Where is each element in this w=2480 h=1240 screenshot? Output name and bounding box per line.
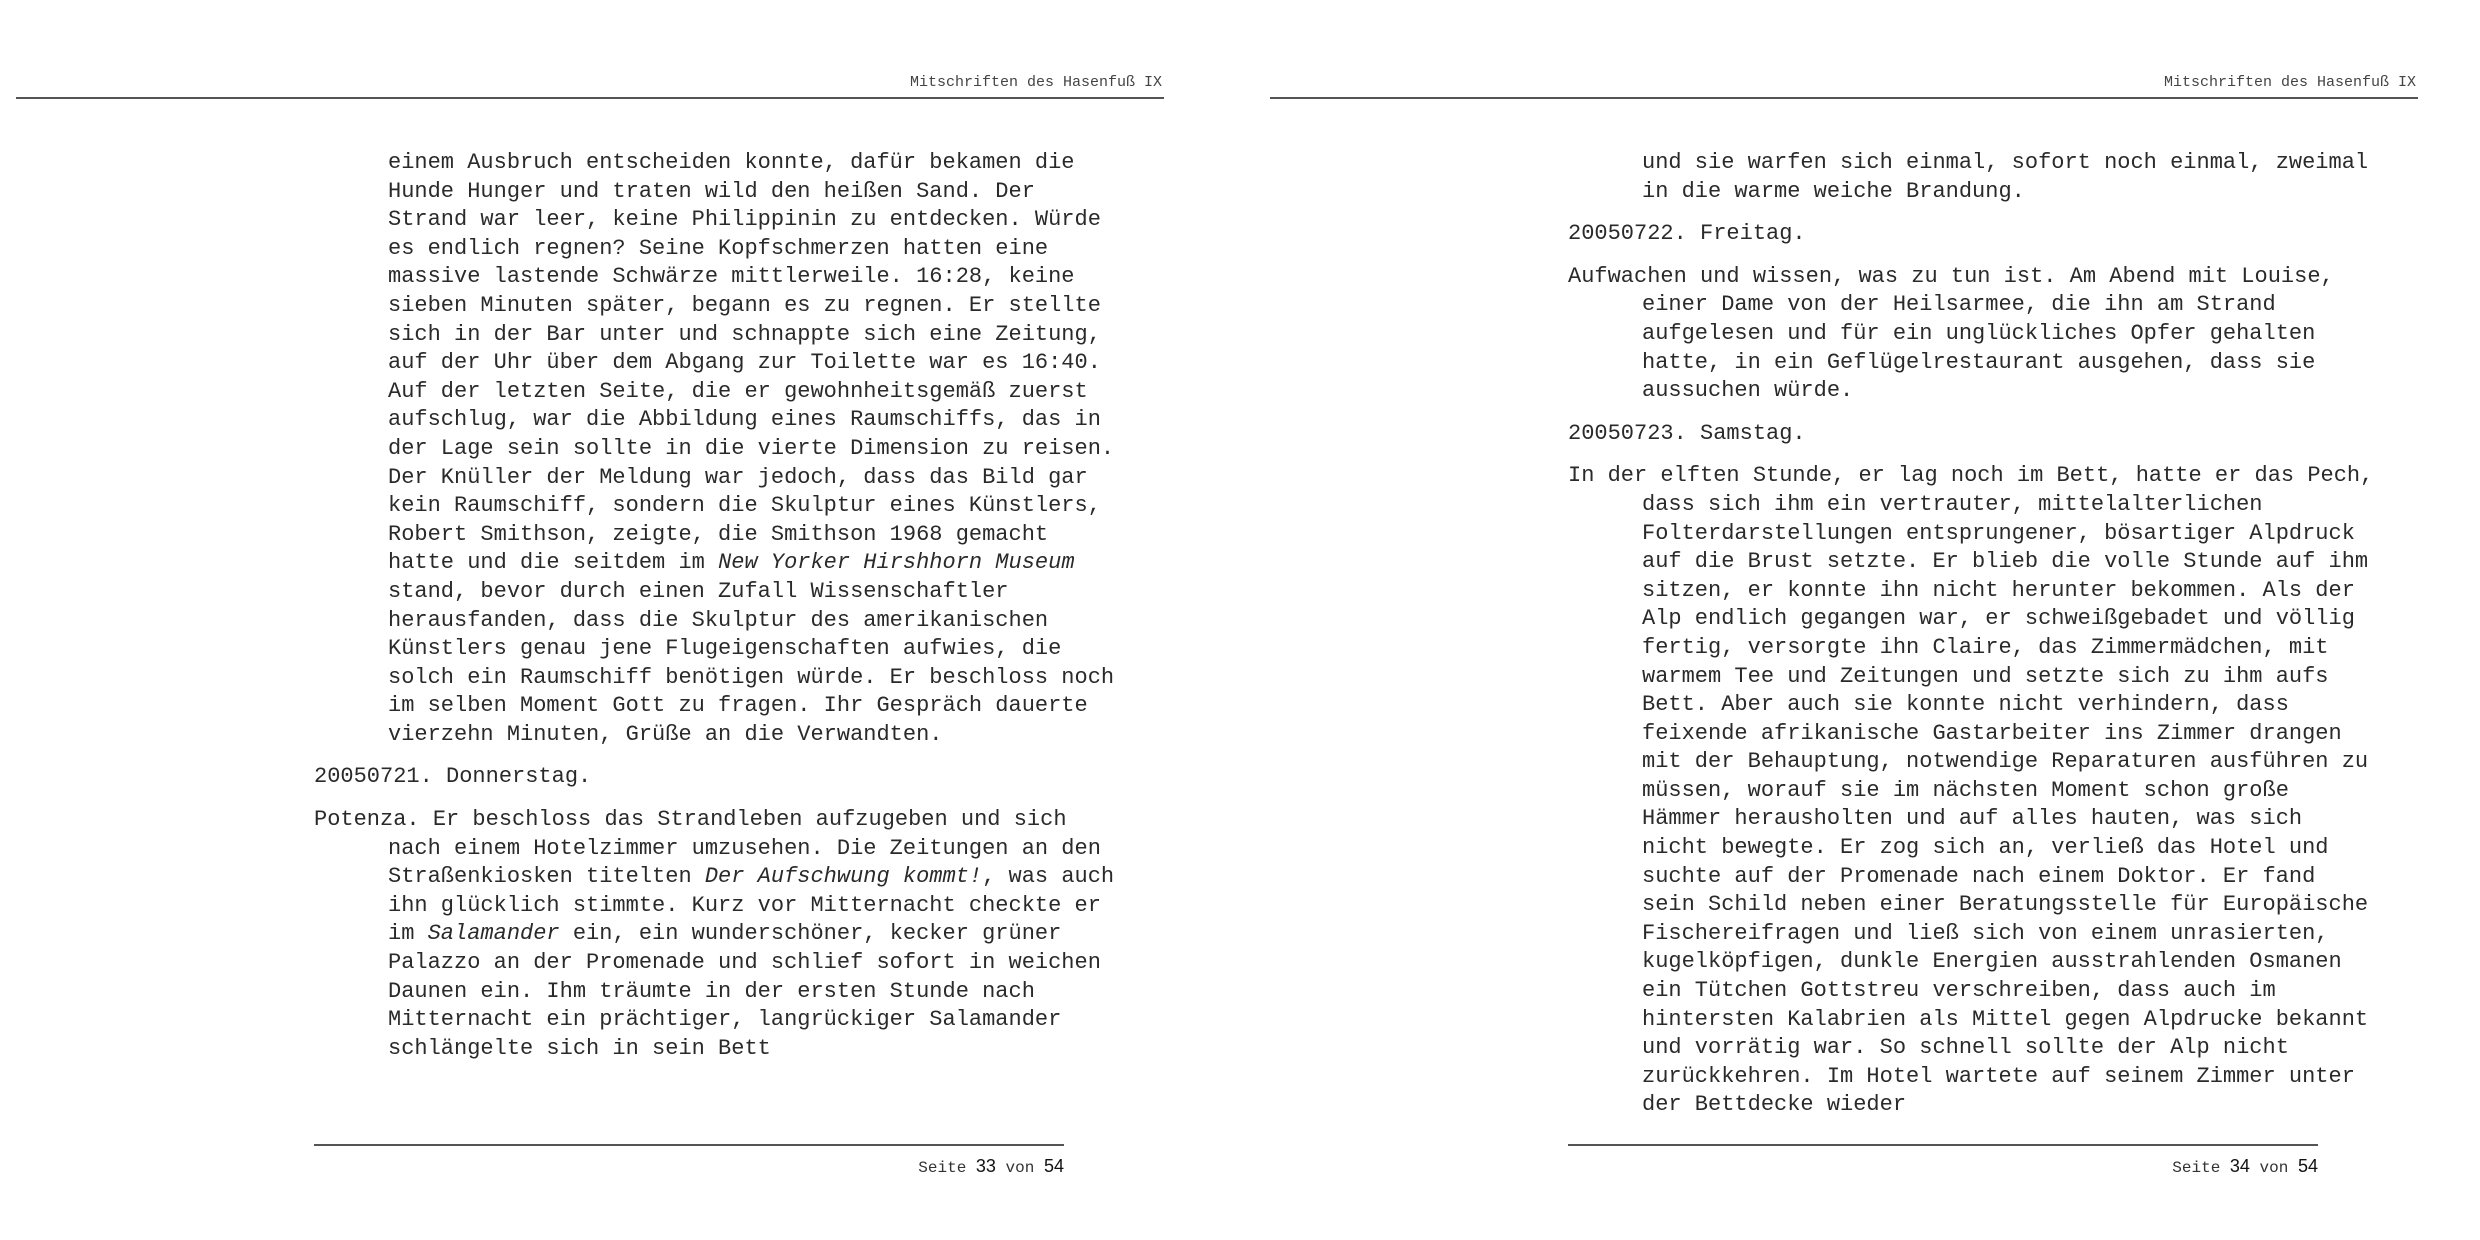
diary-date: 20050721. Donnerstag.: [314, 764, 592, 790]
paragraph: Aufwachen und wissen, was zu tun ist. Am Abend mit Louise, einer Dame von der Heilsarmee, die ihn am Strand aufgelesen und für ein unglückliches Opfer gehalten hatte, in ein Geflügelrestaurant ausgehen, dass sie aussuchen würde.: [1568, 263, 2334, 404]
emphasis-text: Der Aufschwung kommt!: [704, 864, 983, 890]
running-header: Mitschriften des Hasenfuß IX: [909, 74, 1162, 91]
emphasis-text: Salamander: [427, 921, 560, 947]
seite-label: Seite: [918, 1159, 967, 1177]
paragraph-text: stand, bevor durch einen Zufall Wissenschaftler herausfanden, dass die Skulptur des amerikanischen Künstlers genau jene Flugeigenschaften aufwies, die solch ein Raumschiff benötigen würde. Er beschloss noch im selben Moment Gott zu fragen. Ihr Gespräch dauerte vierzehn Minuten, Grüße an die Verwandten.: [388, 578, 1115, 747]
header-rule: [1270, 97, 2418, 99]
page-text: [314, 149, 1124, 1063]
diary-date: 20050722. Freitag.: [1568, 221, 1806, 247]
von-label: von: [2259, 1159, 2289, 1177]
paragraph: und sie warfen sich einmal, sofort noch einmal, zweimal in die warme weiche Brandung.: [1642, 150, 2369, 204]
total-pages: 54: [1043, 1156, 1064, 1176]
paragraph: [314, 806, 1124, 1063]
page-footer: [1568, 1156, 2318, 1177]
page-number: 33: [975, 1156, 996, 1176]
header-rule: [16, 97, 1164, 99]
paragraph: In der elften Stunde, er lag noch im Bett, hatte er das Pech, dass sich ihm ein vertrauter, mittelalterlichen Folterdarstellungen entsprungener, bösartiger Alpdruck auf die Brust setzte. Er blieb die volle Stunde auf ihm sitzen, er konnte ihn nicht herunter bekommen. Als der Alp endlich gegangen war, er schweißgebadet und völlig fertig, versorgte ihn Claire, das Zimmermädchen, mit warmem Tee und Zeitungen und setzte sich zu ihm aufs Bett. Aber auch sie konnte nicht verhindern, dass feixende afrikanische Gastarbeiter ins Zimmer drangen mit der Behauptung, notwendige Reparaturen ausführen zu müssen, worauf sie im nächsten Moment schon große Hämmer herausholten und auf alles hauten, was sich nicht bewegte. Er zog sich an, verließ das Hotel und suchte auf der Promenade nach einem Doktor. Er fand sein Schild neben einer Beratungsstelle für Europäische Fischereifragen und ließ sich von einem unrasierten, kugelköpfigen, dunkle Energien ausstrahlenden Osmanen ein Tütchen Gottstreu verschreiben, dass auch im hintersten Kalabrien als Mittel gegen Alpdrucke bekannt und vorrätig war. So schnell sollte der Alp nicht zurückkehren. Im Hotel wartete auf seinem Zimmer unter der Bettdecke wieder: [1568, 463, 2374, 1118]
paragraph: [314, 149, 1124, 749]
total-pages: 54: [2297, 1156, 2318, 1176]
paragraph-text: , was auch ihn glücklich stimmte. Kurz vor Mitternacht checkte er im: [388, 864, 1115, 947]
page-footer: [314, 1156, 1064, 1177]
page-34: [1254, 0, 2480, 1240]
page-number: 34: [2229, 1156, 2250, 1176]
emphasis-text: New Yorker Hirshhorn Museum: [718, 550, 1075, 576]
footer-rule: [1568, 1144, 2318, 1146]
running-header: Mitschriften des Hasenfuß IX: [2163, 74, 2416, 91]
page-text: [1568, 149, 2378, 1120]
seite-label: Seite: [2172, 1159, 2221, 1177]
paragraph-text: Potenza. Er beschloss das Strandleben aufzugeben und sich nach einem Hotelzimmer umzusehen. Die Zeitungen an den Straßenkiosken titelten: [314, 807, 1101, 890]
diary-date: 20050723. Samstag.: [1568, 420, 1806, 446]
von-label: von: [1005, 1159, 1035, 1177]
paragraph-text: ein, ein wunderschöner, kecker grüner Palazzo an der Promenade und schlief sofort in weichen Daunen ein. Ihm träumte in der ersten Stunde nach Mitternacht ein prächtiger, langrückiger Salamander schlängelte sich in sein Bett: [388, 921, 1101, 1061]
footer-rule: [314, 1144, 1064, 1146]
paragraph-text: einem Ausbruch entscheiden konnte, dafür bekamen die Hunde Hunger und traten wild den heißen Sand. Der Strand war leer, keine Philippinin zu entdecken. Würde es endlich regnen? Seine Kopfschmerzen hatten eine massive lastende Schwärze mittlerweile. 16:28, keine sieben Minuten später, begann es zu regnen. Er stellte sich in der Bar unter und schnappte sich eine Zeitung, auf der Uhr über dem Abgang zur Toilette war es 16:40. Auf der letzten Seite, die er gewohnheitsgemäß zuerst aufschlug, war die Abbildung eines Raumschiffs, das in der Lage sein sollte in die vierte Dimension zu reisen. Der Knüller der Meldung war jedoch, dass das Bild gar kein Raumschiff, sondern die Skulptur eines Künstlers, Robert Smithson, zeigte, die Smithson 1968 gemacht hatte und die seitdem im: [388, 150, 1115, 576]
